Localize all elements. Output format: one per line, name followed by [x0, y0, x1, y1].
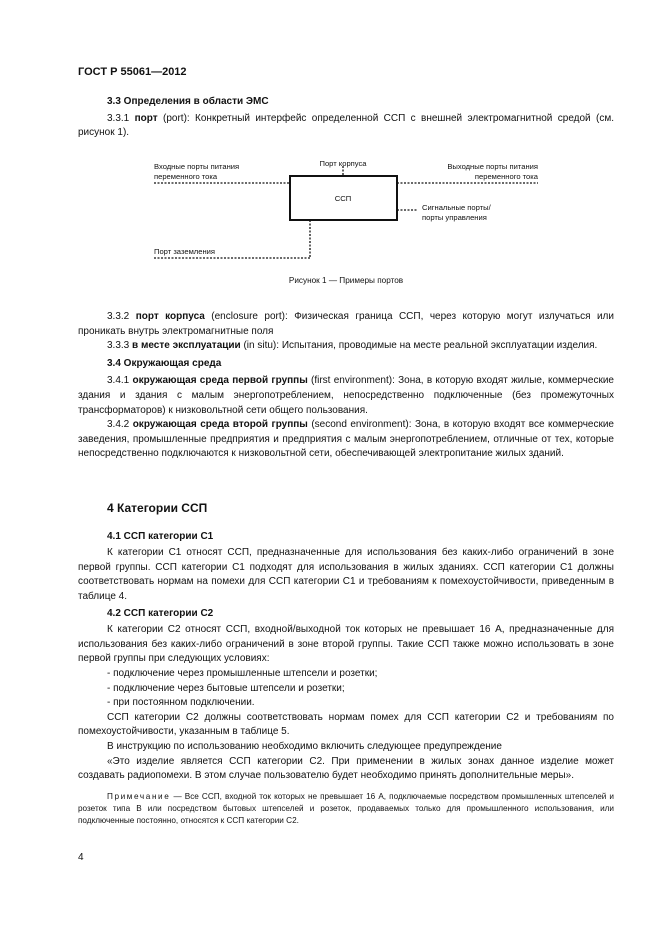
definition-3-4-1: 3.4.1 окружающая среда первой группы (first environment): Зона, в которую входят жилые, коммерческие здания и здания с малым энергопотреблением, непосредственно подключенные (без промежуточных трансформаторов) к низковольтной сети общего пользования.: [78, 375, 614, 416]
definition-3-4-2: 3.4.2 окружающая среда второй группы (second environment): Зона, в которую входят все коммерческие заведения, промышленные предприятия и предприятия с малым энергопотреблением, отличные от тех, которые непосредственно подключаются к низковольтной сети, обеспечивающей электропитание жилых зданий.: [78, 419, 614, 460]
definition-3-3-1: 3.3.1 порт (port): Конкретный интерфейс определенной ССП с внешней электромагнитной средой (см. рисунок 1).: [78, 112, 614, 139]
ac-input-label-1: Входные порты питания: [154, 162, 240, 171]
section-4: [78, 501, 614, 828]
note: Примечание — Все ССП, входной ток которых не превышает 16 А, подключаемые посредством промышленных штепселей и розеток типа В или посредством бытовых штепселей и розеток, продаваемых только для промышленного использования, или подключенные постоянно, относятся к ССП категории С2.: [78, 791, 614, 826]
signal-port-label-1: Сигнальные порты/: [422, 203, 491, 212]
section-title: 3.4 Окружающая среда: [107, 357, 222, 369]
term: окружающая среда второй группы: [132, 419, 308, 431]
definitions-3-3-2: [78, 310, 614, 462]
definition-3-3-3: 3.3.3 в месте эксплуатации (in situ): Испытания, проводимые на месте реальной эксплуатации изделия.: [107, 340, 598, 352]
earth-port-label: Порт заземления: [154, 247, 215, 256]
list-item: - подключение через бытовые штепсели и розетки;: [107, 682, 345, 694]
term: в месте эксплуатации: [132, 340, 241, 352]
paragraph: К категории С2 относят ССП, входной/выходной ток которых не превышает 16 А, предназначенные для использования без каких-либо ограничений в зоне второй группы. Такие ССП также можно использовать в зоне первой группы при следующих условиях:: [78, 624, 614, 665]
term: порт корпуса: [135, 311, 205, 322]
page-number: 4: [78, 852, 84, 863]
enclosure-port-label: Порт корпуса: [319, 159, 367, 168]
note-label: Примечание: [107, 791, 171, 801]
list-item: - при постоянном подключении.: [107, 697, 255, 709]
figure-caption: Рисунок 1 — Примеры портов: [288, 276, 404, 285]
document-header: ГОСТ Р 55061—2012: [78, 66, 187, 78]
term: окружающая среда первой группы: [132, 375, 308, 387]
signal-port-label-2: порты управления: [422, 213, 487, 222]
ports-figure: [0, 0, 661, 300]
subsection-title: 4.2 ССП категории С2: [107, 607, 214, 619]
ac-output-label-2: переменного тока: [474, 172, 538, 181]
section-title: 3.3 Определения в области ЭМС: [107, 96, 269, 107]
paragraph: В инструкцию по использованию необходимо включить следующее предупреждение: [107, 740, 502, 752]
ac-output-label-1: Выходные порты питания: [447, 162, 538, 171]
section-title: 4 Категории ССП: [107, 501, 208, 515]
definition-3-3-2: 3.3.2 порт корпуса (enclosure port): Физическая граница ССП, через которую могут излучаться или проникать внутрь электромагнитные поля: [78, 311, 614, 337]
list-item: - подключение через промышленные штепсели и розетки;: [107, 667, 378, 679]
subsection-title: 4.1 ССП категории С1: [107, 530, 214, 542]
ac-input-label-2: переменного тока: [154, 172, 218, 181]
warning-text: «Это изделие является ССП категории С2. При применении в жилых зонах данное изделие может создавать радиопомехи. В этом случае пользователю будет необходимо принять дополнительные меры».: [78, 755, 614, 782]
device-box-label: ССП: [334, 194, 352, 203]
paragraph: К категории С1 относят ССП, предназначенные для использования без каких-либо ограничений в зоне первой группы. ССП категории С1 подходят для использования в жилых зданиях. ССП категории С1 должны соответствовать нормам на помехи для ССП категории С1 и требованиям к помехоустойчивости, приведенным в таблице 4.: [78, 547, 614, 602]
term: порт: [134, 112, 158, 124]
paragraph: ССП категории С2 должны соответствовать нормам помех для ССП категории С2 и требованиям по помехоустойчивости, указанным в таблице 5.: [78, 711, 614, 738]
